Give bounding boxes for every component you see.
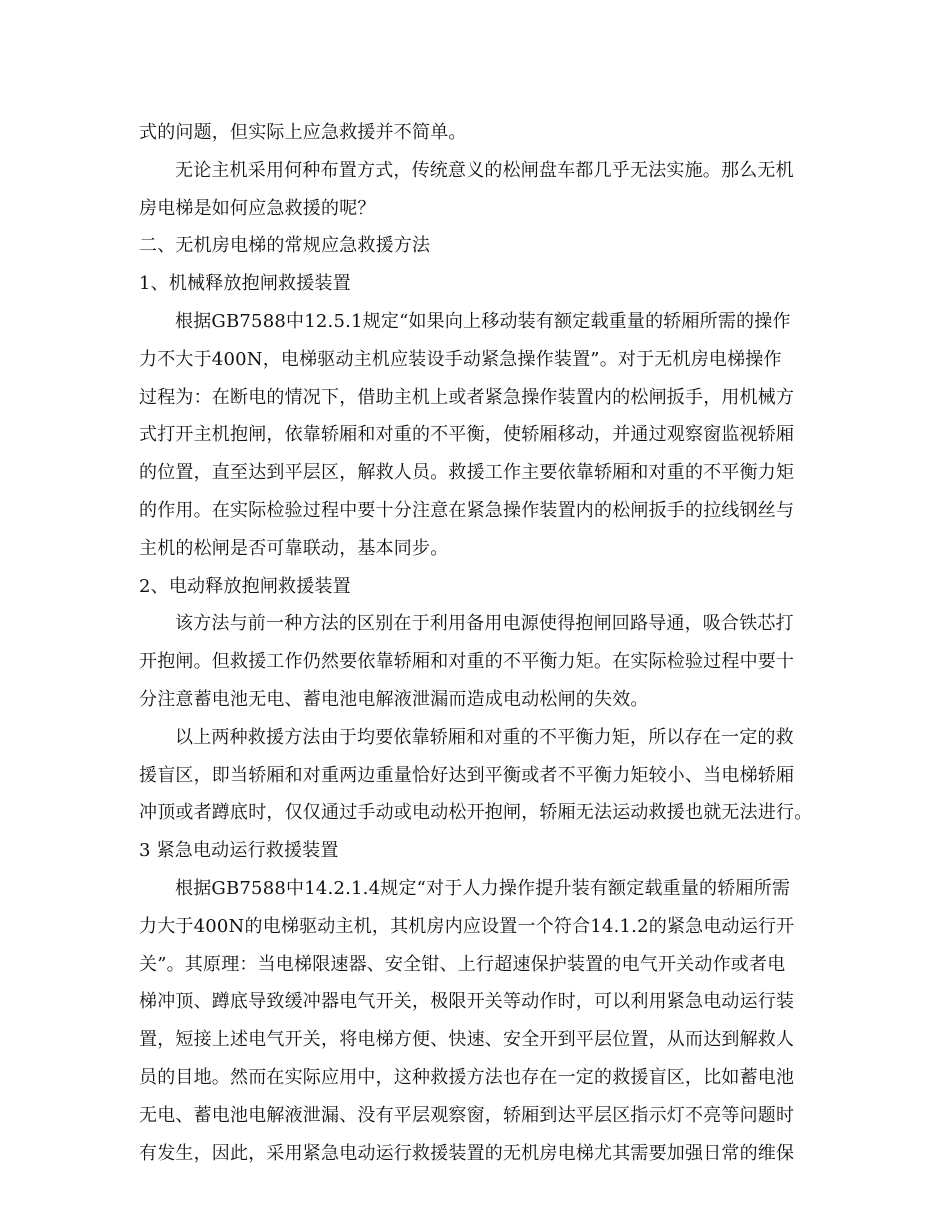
text-line: 力大于400N的电梯驱动主机，其机房内应设置一个符合14.1.2的紧急电动运行开 xyxy=(139,915,795,937)
text-line: 有发生，因此，采用紧急电动运行救援装置的无机房电梯尤其需要加强日常的维保 xyxy=(139,1142,795,1164)
text-line: 过程为：在断电的情况下，借助主机上或者紧急操作装置内的松闸扳手，用机械方 xyxy=(139,386,795,408)
text-line: 1、机械释放抱闸救援装置 xyxy=(139,273,351,295)
document-body xyxy=(139,114,829,1172)
text-line: 无论主机采用何种布置方式，传统意义的松闸盘车都几乎无法实施。那么无机 xyxy=(175,159,794,181)
text-line: 无电、蓄电池电解液泄漏、没有平层观察窗，轿厢到达平层区指示灯不亮等问题时 xyxy=(139,1104,795,1126)
text-line: 分注意蓄电池无电、蓄电池电解液泄漏而造成电动松闸的失效。 xyxy=(139,688,649,710)
text-line: 该方法与前一种方法的区别在于利用备用电源使得抱闸回路导通，吸合铁芯打 xyxy=(175,613,794,635)
text-line: 的位置，直至达到平层区，解救人员。救援工作主要依靠轿厢和对重的不平衡力矩 xyxy=(139,462,795,484)
text-line: 式打开主机抱闸，依靠轿厢和对重的不平衡，使轿厢移动，并通过观察窗监视轿厢 xyxy=(139,424,795,446)
text-line: 力不大于400N，电梯驱动主机应装设手动紧急操作装置”。对于无机房电梯操作 xyxy=(139,348,782,370)
text-line: 3 紧急电动运行救援装置 xyxy=(139,840,339,862)
text-line: 关”。其原理：当电梯限速器、安全钳、上行超速保护装置的电气开关动作或者电 xyxy=(139,953,786,975)
text-line: 根据GB7588中12.5.1规定“如果向上移动装有额定载重量的轿厢所需的操作 xyxy=(175,310,791,332)
text-line: 2、电动释放抱闸救援装置 xyxy=(139,575,351,597)
text-line: 式的问题，但实际上应急救援并不简单。 xyxy=(139,122,467,143)
text-line: 的作用。在实际检验过程中要十分注意在紧急操作装置内的松闸扳手的拉线钢丝与 xyxy=(139,499,795,521)
text-line: 二、无机房电梯的常规应急救援方法 xyxy=(139,235,431,257)
text-line: 梯冲顶、蹲底导致缓冲器电气开关，极限开关等动作时，可以利用紧急电动运行装 xyxy=(139,991,795,1013)
text-line: 援盲区，即当轿厢和对重两边重量恰好达到平衡或者不平衡力矩较小、当电梯轿厢 xyxy=(139,764,795,786)
text-line: 房电梯是如何应急救援的呢？ xyxy=(139,197,376,219)
text-line: 根据GB7588中14.2.1.4规定“对于人力操作提升装有额定载重量的轿厢所需 xyxy=(175,877,791,899)
text-line: 员的目地。然而在实际应用中，这种救援方法也存在一定的救援盲区，比如蓄电池 xyxy=(139,1066,795,1088)
text-line: 置，短接上述电气开关，将电梯方便、快速、安全开到平层位置，从而达到解救人 xyxy=(139,1029,795,1051)
text-line: 以上两种救援方法由于均要依靠轿厢和对重的不平衡力矩，所以存在一定的救 xyxy=(175,726,794,748)
text-line: 开抱闸。但救援工作仍然要依靠轿厢和对重的不平衡力矩。在实际检验过程中要十 xyxy=(139,651,795,673)
text-line: 主机的松闸是否可靠联动，基本同步。 xyxy=(139,537,449,559)
text-line: 冲顶或者蹲底时，仅仅通过手动或电动松开抱闸，轿厢无法运动救援也就无法进行。 xyxy=(139,802,813,824)
